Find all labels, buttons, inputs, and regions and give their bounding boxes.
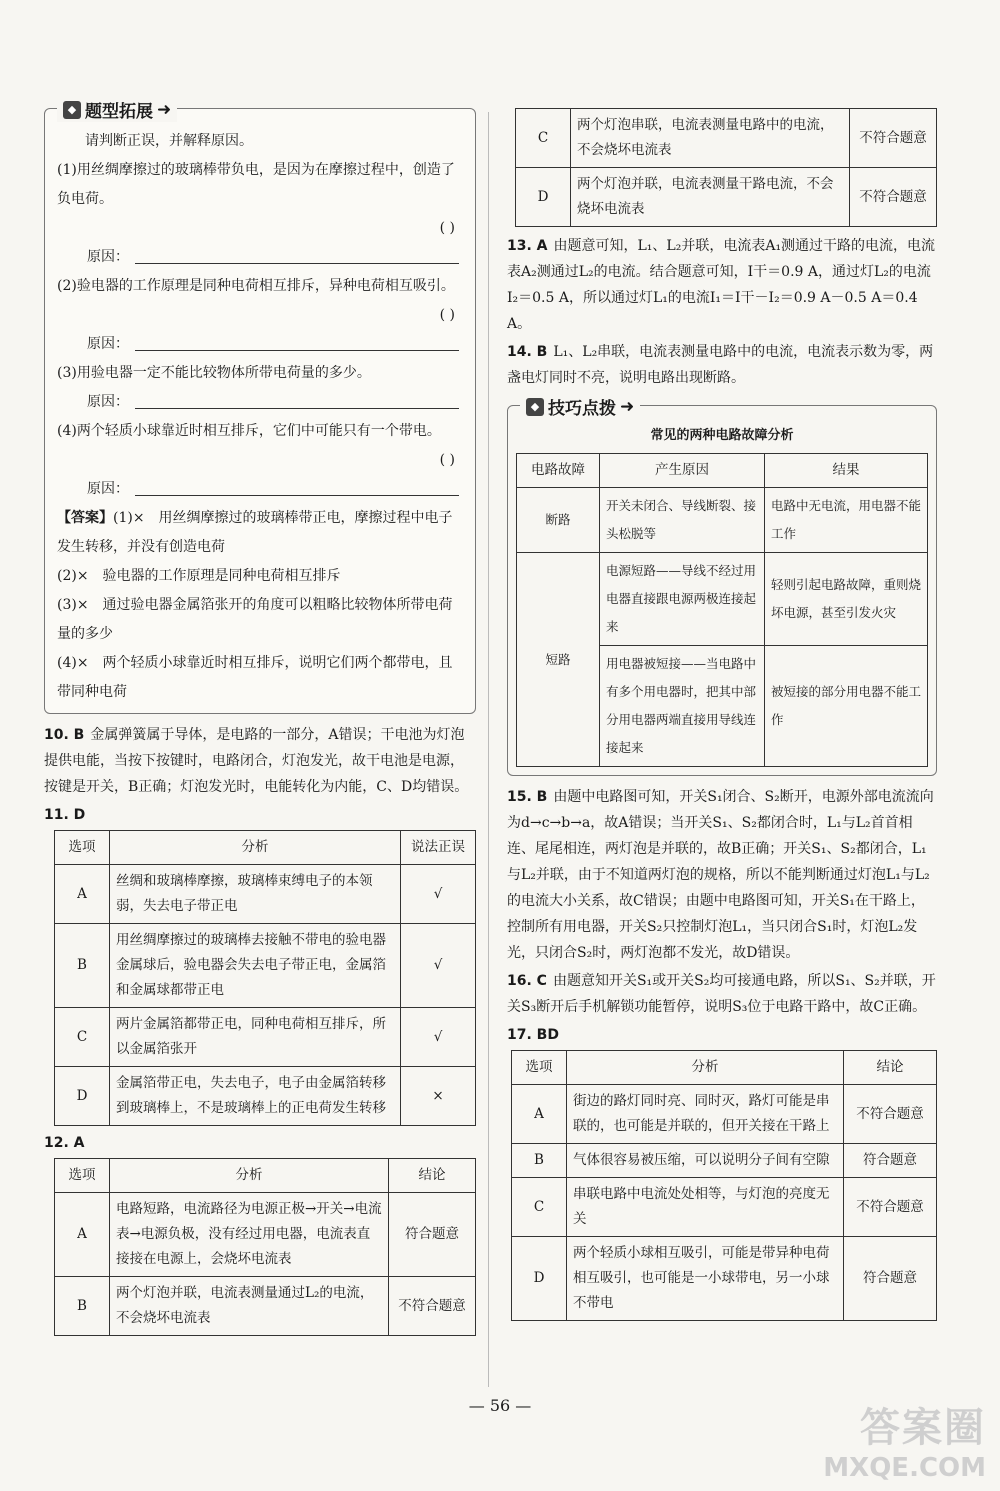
question-17-table: 选项 分析 结论 A 街边的路灯同时亮、同时灭，路灯可能是串联的，也可能是并联的，但开关接在干路上 不符合题意 B 气体很容易被压缩，可以说明分子间有空隙 符合题意 C 串联电路中电流处处相等，与灯泡的亮度无关 不符合题意 D 两个轻质小球相互吸引，可能是带异种电荷相互吸引，也可能是一小球带电，另一小球不带电 符合题意 — [511, 1050, 937, 1321]
answer-4: (4)× 两个轻质小球靠近时相互排斥，说明它们两个都带电，且带同种电荷 — [57, 655, 453, 700]
table-row: C 串联电路中电流处处相等，与灯泡的亮度无关 不符合题意 — [512, 1178, 937, 1237]
question-12-table: 选项 分析 结论 A 电路短路，电流路径为电源正极→开关→电流表→电源负极，没有经过用电器，电流表直接接在电源上，会烧坏电流表 符合题意 B 两个灯泡并联，电流表测量通过L₂的电流，不会烧坏电流表 不符合题意 — [54, 1158, 476, 1336]
question-14: 14. B L₁、L₂串联，电流表测量电路中的电流，电流表示数为零，两盏电灯同时不亮，说明电路出现断路。 — [507, 344, 934, 386]
table-row: A 街边的路灯同时亮、同时灭，路灯可能是串联的，也可能是并联的，但开关接在干路上 不符合题意 — [512, 1085, 937, 1144]
item-4-text: (4)两个轻质小球靠近时相互排斥，它们中可能只有一个带电。 — [57, 423, 441, 439]
tips-subtitle: 常见的两种电路故障分析 — [650, 428, 794, 443]
extension-title — [57, 97, 177, 122]
tips-table: 电路故障 产生原因 结果 断路 开关未闭合、导线断裂、接头松脱等 电路中无电流，用电器不能工作 短路 电源短路——导线不经过用电器直接跟电源两极连接起来 轻则引起电路故障，重则烧坏电源，甚至引发火灾 用电器被短接——当电路中有多个用电器时，把其中部分用电器两端直接用导线连接起来 被短接的部分用电器不能工作 — [516, 453, 928, 767]
tips-title: ◆ 技巧点拨 ➜ — [520, 394, 640, 419]
table-row: A 电路短路，电流路径为电源正极→开关→电流表→电源负极，没有经过用电器，电流表直接接在电源上，会烧坏电流表 符合题意 — [55, 1193, 476, 1277]
badge-icon: ◆ — [526, 398, 544, 416]
item-1-reason: 原因： — [57, 243, 465, 272]
question-10 — [44, 722, 476, 800]
answer-label: 【答案】 — [57, 510, 113, 526]
table-row: C 两片金属箔都带正电，同种电荷相互排斥，所以金属箔张开 √ — [55, 1008, 476, 1067]
arrow-icon: ➜ — [620, 396, 635, 417]
question-15: 15. B 由题中电路图可知，开关S₁闭合、S₂断开，电源外部电流流向为d→c→b→a，故A错误；当开关S₁、S₂都闭合时，L₁与L₂首首相连、尾尾相连，两灯泡是并联的，故B正确；开关S₁、S₂都闭合，L₁与L₂并联，由于不知道两灯泡的规格，所以不能判断通过灯泡L₁与L₂的电流大小关系，故C错误；由题中电路图可知，开关S₁在干路上，控制所有用电器，开关S₂只控制灯泡L₁，当只闭合S₁时，灯泡L₂发光，只闭合S₂时，两灯泡都不发光，故D错误。 — [507, 789, 934, 961]
question-10-number: 10. B — [44, 727, 85, 743]
column-divider — [488, 112, 489, 1387]
answer-1: 【答案】(1)× 用丝绸摩擦过的玻璃棒带正电，摩擦过程中电子发生转移，并没有创造电荷 — [57, 510, 453, 555]
item-4-reason: 原因： — [57, 475, 465, 504]
question-11-number: 11. D — [44, 807, 86, 823]
item-3-reason: 原因： — [57, 388, 465, 417]
question-10-text: 金属弹簧属于导体，是电路的一部分，A错误；干电池为灯泡提供电能，当按下按键时，电路闭合，灯泡发光，故干电池是电源，按键是开关，B正确；灯泡发光时，电能转化为内能，C、D均错误。 — [44, 727, 469, 795]
question-13: 13. A 由题意可知，L₁、L₂并联，电流表A₁测通过干路的电流，电流表A₂测通过L₂的电流。结合题意可知，I干＝0.9 A，通过灯L₂的电流I₂＝0.5 A，所以通过灯L₁的电流I₁＝I干－I₂＝0.9 A－0.5 A＝0.4 A。 — [507, 238, 936, 332]
table-row: A 丝绸和玻璃棒摩擦，玻璃棒束缚电子的本领弱，失去电子带正电 √ — [55, 865, 476, 924]
question-12-table-cont — [515, 108, 937, 227]
item-4-paren: ( ) — [439, 452, 455, 468]
extension-box — [44, 99, 476, 714]
question-17: 17. BD — [507, 1027, 559, 1043]
item-3-text: (3)用验电器一定不能比较物体所带电荷量的多少。 — [57, 365, 371, 381]
item-2-reason: 原因： — [57, 330, 465, 359]
table-row: B 用丝绸摩擦过的玻璃棒去接触不带电的验电器金属球后，验电器会失去电子带正电，金属箔和金属球都带正电 √ — [55, 924, 476, 1008]
question-12-number: 12. A — [44, 1135, 85, 1151]
right-column — [507, 108, 937, 1321]
extension-title-text: 题型拓展 — [85, 102, 153, 122]
table-row: C 两个灯泡串联，电流表测量电路中的电流，不会烧坏电流表 不符合题意 — [516, 109, 937, 168]
table-row: 用电器被短接——当电路中有多个用电器时，把其中部分用电器两端直接用导线连接起来 被短接的部分用电器不能工作 — [517, 646, 928, 767]
table-row: B 两个灯泡并联，电流表测量通过L₂的电流，不会烧坏电流表 不符合题意 — [55, 1277, 476, 1336]
answer-2: (2)× 验电器的工作原理是同种电荷相互排斥 — [57, 568, 341, 584]
table-row: D 两个轻质小球相互吸引，可能是带异种电荷相互吸引，也可能是一小球带电，另一小球不带电 符合题意 — [512, 1237, 937, 1321]
table-row: 断路 开关未闭合、导线断裂、接头松脱等 电路中无电流，用电器不能工作 — [517, 488, 928, 553]
arrow-icon: ➜ — [157, 99, 172, 120]
tips-box — [507, 396, 937, 776]
table-row: B 气体很容易被压缩，可以说明分子间有空隙 符合题意 — [512, 1144, 937, 1178]
item-1-text: (1)用丝绸摩擦过的玻璃棒带负电，是因为在摩擦过程中，创造了负电荷。 — [57, 162, 455, 207]
question-11-table: 选项 分析 说法正误 A 丝绸和玻璃棒摩擦，玻璃棒束缚电子的本领弱，失去电子带正电 √ B 用丝绸摩擦过的玻璃棒去接触不带电的验电器金属球后，验电器会失去电子带正电，金属箔和金属球都带正电 √ C 两片金属箔都带正电，同种电荷相互排斥，所以金属箔张开 √ D 金属箔带正电，失去电子，电子由金属箔转移到玻璃棒上，不是玻璃棒上的正电荷发生转移 × — [54, 830, 476, 1126]
item-1-paren: ( ) — [439, 220, 455, 236]
item-2-paren: ( ) — [439, 307, 455, 323]
question-12 — [44, 1130, 476, 1156]
table-row: D 两个灯泡并联，电流表测量干路电流，不会烧坏电流表 不符合题意 — [516, 168, 937, 227]
answer-3: (3)× 通过验电器金属箔张开的角度可以粗略比较物体所带电荷量的多少 — [57, 597, 453, 642]
question-16: 16. C 由题意知开关S₁或开关S₂均可接通电路，所以S₁、S₂并联，开关S₃断开后手机解锁功能暂停，说明S₃位于电路干路中，故C正确。 — [507, 973, 936, 1015]
extension-prompt: 请判断正误，并解释原因。 — [85, 133, 253, 149]
question-11 — [44, 802, 476, 828]
table-row: 短路 电源短路——导线不经过用电器直接跟电源两极连接起来 轻则引起电路故障，重则烧坏电源，甚至引发火灾 — [517, 553, 928, 646]
watermark-logo: 答案圈 MXQE.COM — [823, 1405, 986, 1483]
item-2-text: (2)验电器的工作原理是同种电荷相互排斥，异种电荷相互吸引。 — [57, 278, 455, 294]
badge-icon: ◆ — [63, 101, 81, 119]
table-row: D 金属箔带正电，失去电子，电子由金属箔转移到玻璃棒上，不是玻璃棒上的正电荷发生转移 × — [55, 1067, 476, 1126]
left-column — [44, 99, 476, 1336]
page-number: — 56 — — [468, 1396, 532, 1415]
